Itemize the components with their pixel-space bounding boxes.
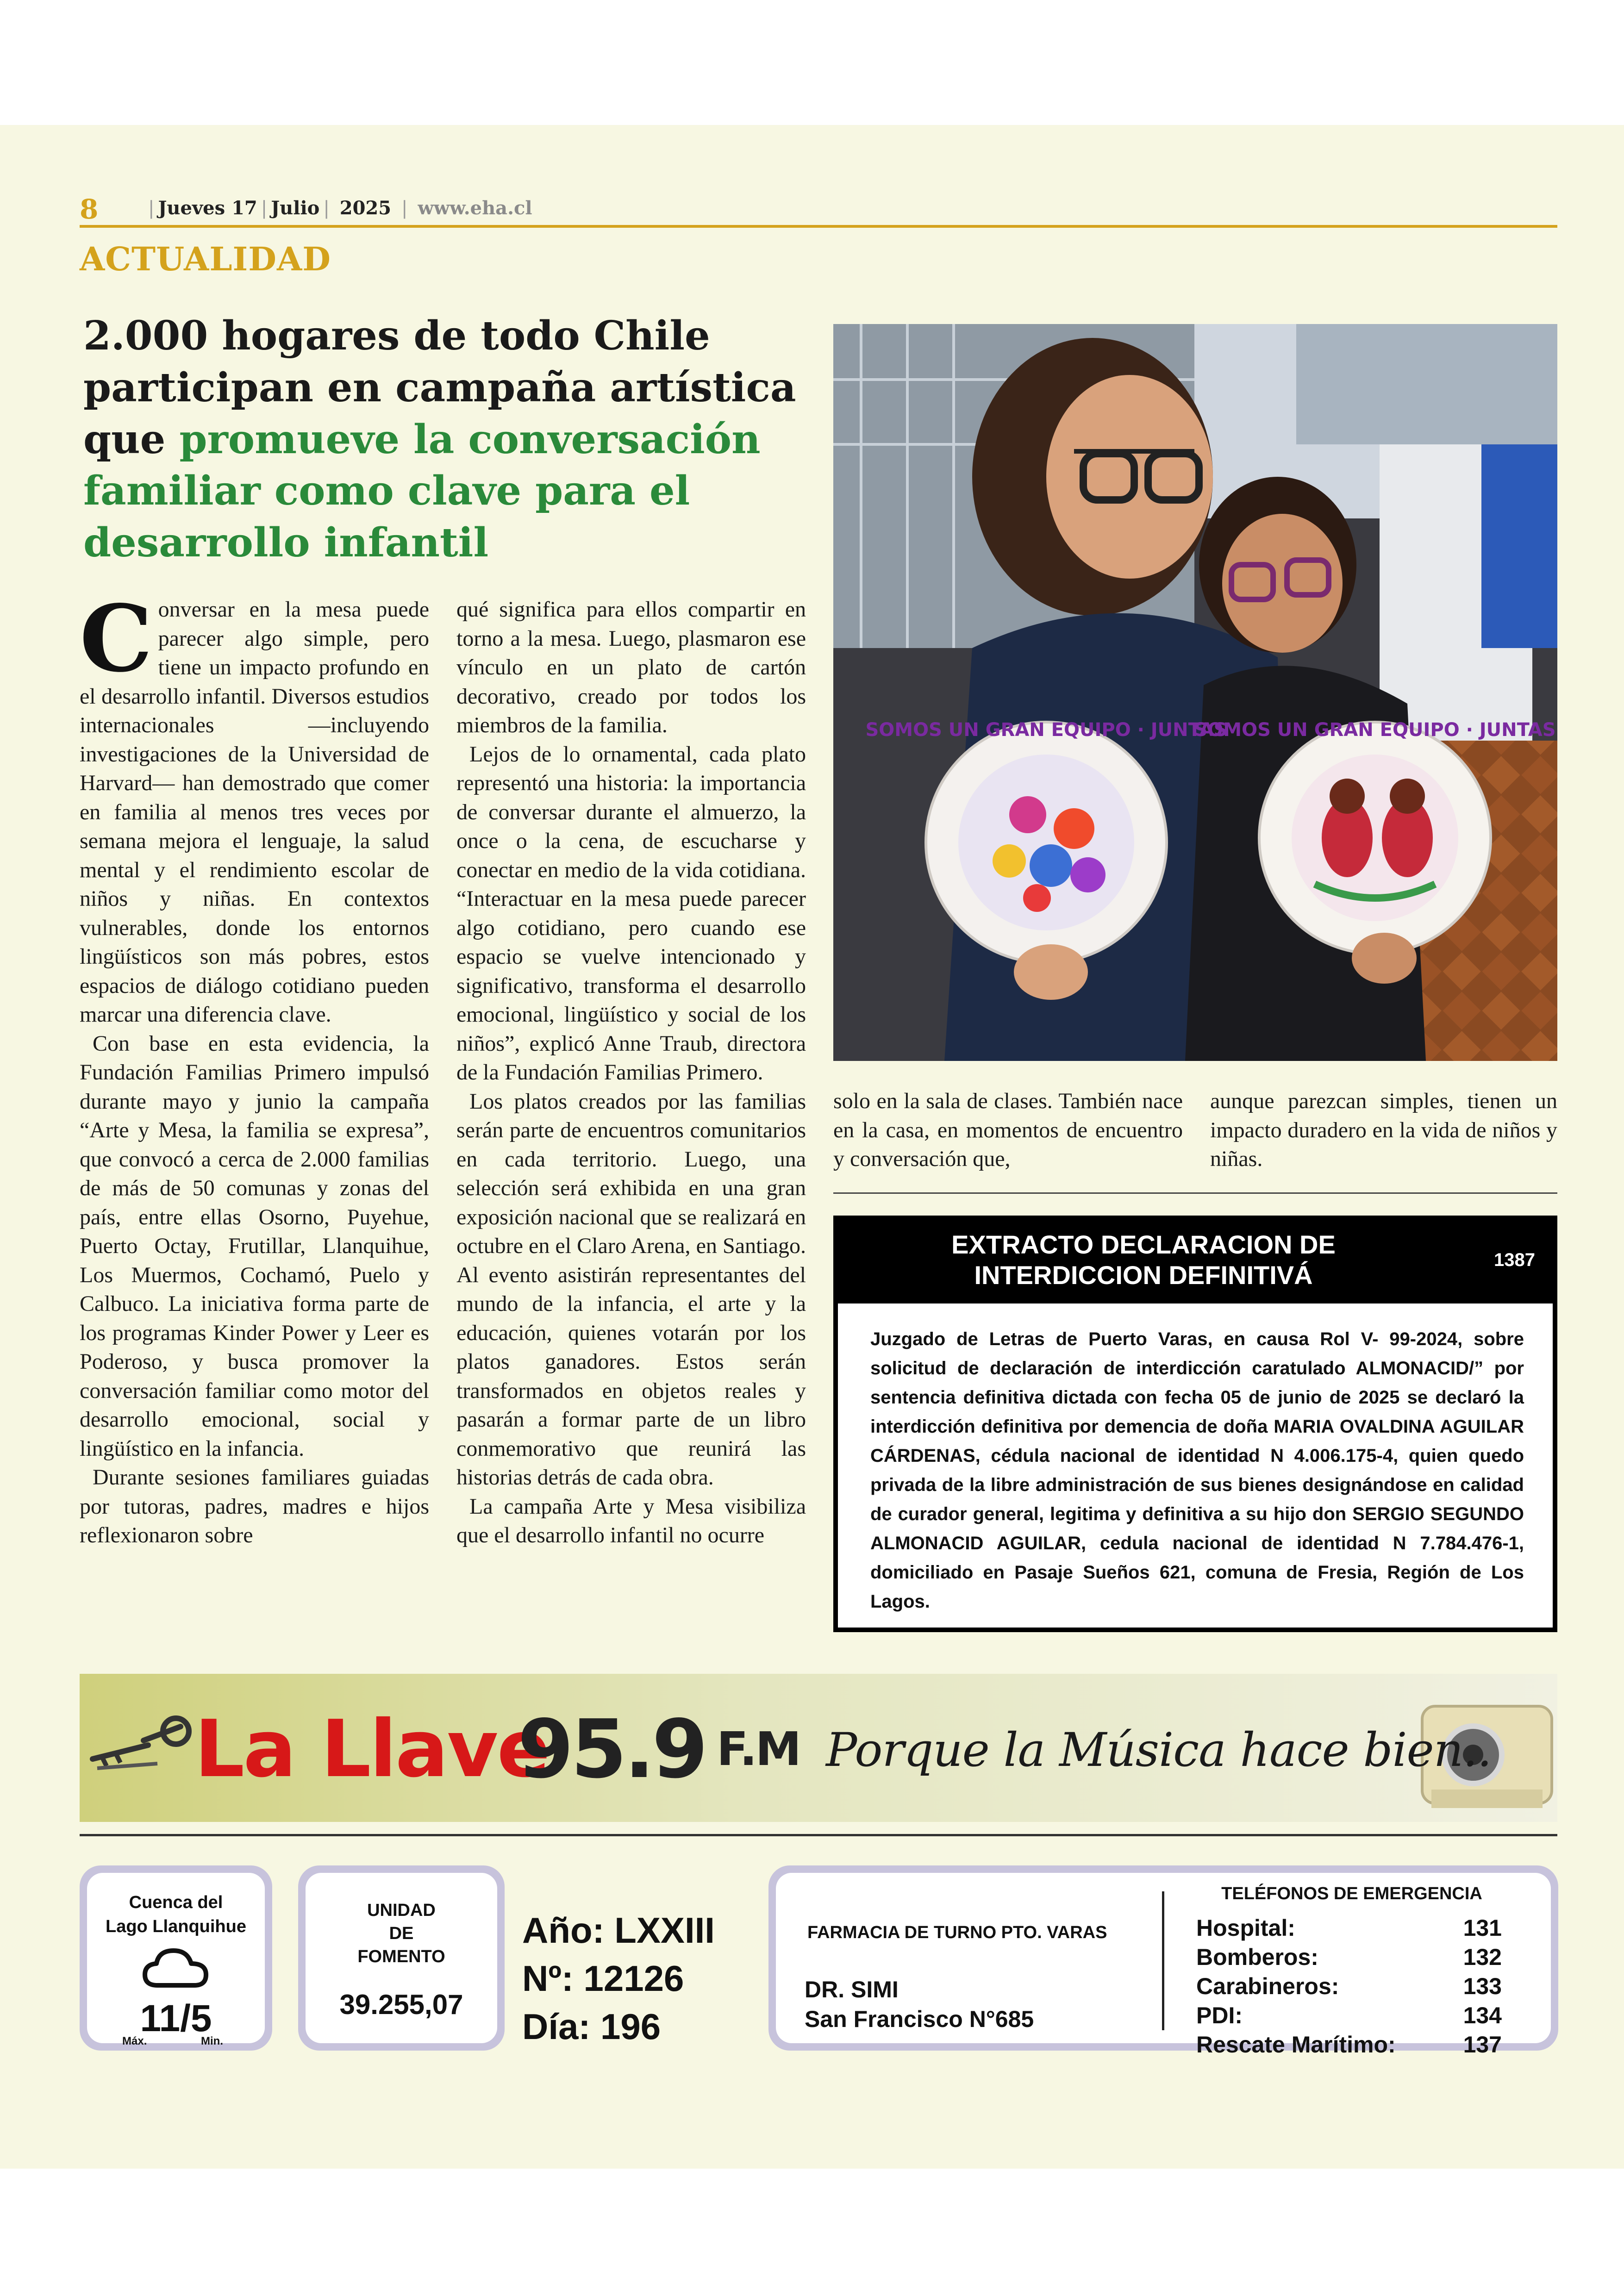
cloud-icon	[141, 1946, 211, 1992]
emergency-number: 137	[1463, 2032, 1502, 2058]
paragraph: Con base en esta evidencia, la Fundación Familias Primero impulsó durante mayo y junio la campaña “Arte y Mesa, la familia se expresa”, que convocó a cerca de 2.000 familias de más de 50 comunas y zonas del país, entre ellas Osorno, Puyehue, Puerto Octay, Frutillar, Llanquihue, Los Muermos, Cochamó, Puelo y Calbuco. La iniciativa forma parte de los programas Kinder Power y Leer es Poderoso, y busca promover la conversación familiar como motor del desarrollo emocional, social y lingüístico en la infancia.	[80, 1031, 429, 1461]
brand-name: La Llave	[194, 1703, 549, 1795]
emergency-row	[1196, 1972, 1502, 2001]
box-divider	[1162, 1891, 1164, 2030]
dateline-month: Julio	[271, 197, 320, 219]
emergency-number: 132	[1463, 1944, 1502, 1970]
uf-label-line2: DE	[389, 1924, 414, 1943]
brand-band: F.M	[717, 1722, 800, 1776]
emergency-row	[1196, 2001, 1502, 2030]
notice-title-line2: INTERDICCION DEFINITIVÁ	[974, 1260, 1313, 1290]
uf-value: 39.255,07	[339, 1989, 463, 2020]
weather-location	[80, 1890, 272, 1939]
pharmacy-address: San Francisco N°685	[805, 2006, 1034, 2032]
dateline-day: Jueves 17	[158, 197, 257, 219]
paragraph: Durante sesiones familiares guiadas por tutoras, padres, madres e hijos reflexionaron sobre	[80, 1465, 429, 1547]
paragraph: solo en la sala de clases. También nace en la casa, en momentos de encuentro y conversación que,	[833, 1089, 1183, 1171]
column-divider	[833, 1192, 1557, 1194]
weather-box	[80, 1865, 272, 2051]
paragraph: qué significa para ellos compartir en torno a la mesa. Luego, plasmaron ese vínculo en un plato de cartón decorativo, creado por todos los miembros de la familia.	[456, 597, 806, 737]
photo-illustration	[833, 324, 1557, 1061]
pharmacy-name: DR. SIMI	[805, 1977, 899, 2002]
weather-location-line2: Lago Llanquihue	[106, 1917, 246, 1936]
emergency-title: TELÉFONOS DE EMERGENCIA	[1221, 1884, 1482, 1903]
emergency-name: Bomberos:	[1196, 1944, 1318, 1970]
article-column-3a	[833, 1087, 1183, 1174]
paragraph: aunque parezcan simples, tienen un impacto duradero en la vida de niños y niñas.	[1210, 1089, 1557, 1171]
page-number: 8	[80, 193, 99, 225]
emergency-row	[1196, 1914, 1502, 1943]
paragraph-text: onversar en la mesa puede parecer algo simple, pero tiene un impacto profundo en el desarrollo infantil. Diversos estudios internacionales —incluyendo investigaciones de la Universidad de Harvard— han demostrado que comer en familia al menos tres veces por semana mejora el lenguaje, la salud mental y el rendimiento escolar de niños y niñas. En contextos vulnerables, donde los entornos lingüísticos son más pobres, estos espacios de diálogo cotidiano pueden marcar una diferencia clave.	[80, 597, 429, 1027]
paragraph: Lejos de lo ornamental, cada plato representó una historia: la importancia de conversar durante el almuerzo, la once o la cena, de escucharse y conectar en medio de la vida cotidiana. “Interactuar en la mesa puede parecer algo cotidiano, pero cuando ese espacio se vuelve intencionado y significativo, transforma el desarrollo emocional, lingüístico y social de los niños”, explicó Anne Traub, directora de la Fundación Familias Primero.	[456, 742, 806, 1085]
emergency-number: 134	[1463, 2002, 1502, 2028]
banner-slogan: Porque la Música hace bien..	[826, 1723, 1492, 1777]
pharmacy-info	[805, 1975, 1034, 2034]
emergency-name: Carabineros:	[1196, 1973, 1339, 1999]
article-column-2	[456, 595, 806, 1550]
headline-green: promueve la conversación familiar como clave para el desarrollo infantil	[83, 416, 761, 567]
dateline-year: 2025	[339, 197, 392, 219]
edition-day: Día: 196	[522, 2006, 661, 2047]
emergency-name: Rescate Marítimo:	[1196, 2032, 1396, 2058]
paragraph: Los platos creados por las familias serán parte de encuentros comunitarios en cada territorio. Luego, una selección será exhibida en una gran exposición nacional que se realizará en octubre en el Claro Arena, en Santiago. Al evento asistirán representantes del mundo de la infancia, el arte y la educación, quienes votarán por los platos ganadores. Estos serán transformados en objetos reales y pasarán a formar parte de un libro conmemorativo que reunirá las historias detrás de cada obra.	[456, 1089, 806, 1490]
plate-lettering-right: SOMOS UN GRAN EQUIPO · JUNTAS	[1194, 719, 1556, 741]
notice-body: Juzgado de Letras de Puerto Varas, en causa Rol V- 99-2024, sobre solicitud de declaración de interdicción caratulado ALMONACID/” por sentencia definitiva dictada con fecha 05 de junio de 2025 se declaró la interdicción definitiva por demencia de doña MARIA OVALDINA AGUILAR CÁRDENAS, cédula nacional de identidad N 4.006.175-4, quien quedo privada de la libre administración de sus bienes designándose en calidad de curador general, legitima y definitiva a su hijo don SERGIO SEGUNDO ALMONACID AGUILAR, cedula nacional de identidad N 7.784.476-1, domiciliado en Pasaje Sueños 621, comuna de Fresia, Región de Los Lagos.	[838, 1303, 1553, 1628]
edition-number: Nº: 12126	[522, 1958, 684, 1999]
footer-divider	[80, 1834, 1557, 1836]
paragraph	[80, 585, 429, 1029]
weather-max-label: Máx.	[122, 2035, 147, 2047]
article-column-3b	[1210, 1087, 1557, 1174]
edition-info	[522, 1906, 715, 2051]
key-icon	[88, 1713, 194, 1782]
article-photo	[833, 324, 1557, 1061]
weather-min-label: Min.	[201, 2035, 223, 2047]
paragraph: La campaña Arte y Mesa visibiliza que el desarrollo infantil no ocurre	[456, 1494, 806, 1547]
weather-temps: 11/5	[140, 1997, 212, 2039]
uf-label	[298, 1899, 505, 1968]
drop-cap: C	[80, 585, 153, 692]
legal-notice	[833, 1216, 1557, 1632]
emergency-name: Hospital:	[1196, 1915, 1295, 1941]
pharmacy-label: FARMACIA DE TURNO PTO. VARAS	[807, 1923, 1107, 1942]
uf-label-line1: UNIDAD	[367, 1901, 436, 1920]
plate-lettering-left: SOMOS UN GRAN EQUIPO · JUNTAS	[865, 719, 1227, 741]
uf-label-line3: FOMENTO	[357, 1947, 445, 1966]
pharmacy-emergency-box	[768, 1865, 1558, 2058]
notice-number: 1387	[1494, 1250, 1535, 1270]
article-column-1	[80, 585, 429, 1550]
edition-year: Año: LXXIII	[522, 1910, 715, 1951]
emergency-number: 131	[1463, 1915, 1502, 1941]
article-headline	[83, 310, 815, 569]
notice-title-line1: EXTRACTO DECLARACION DE	[951, 1230, 1336, 1259]
weather-location-line1: Cuenca del	[129, 1893, 223, 1912]
emergency-row	[1196, 2030, 1502, 2059]
emergency-name: PDI:	[1196, 2002, 1243, 2028]
emergency-list	[1196, 1914, 1502, 2059]
website-link[interactable]: www.eha.cl	[418, 197, 532, 219]
header-divider	[80, 225, 1557, 228]
section-title: ACTUALIDAD	[80, 240, 331, 278]
emergency-row	[1196, 1943, 1502, 1972]
brand-frequency: 95.9	[518, 1703, 706, 1796]
emergency-number: 133	[1463, 1973, 1502, 1999]
headline-dark: 2.000 hogares de todo Chile participan en campaña artística que	[83, 312, 796, 463]
uf-box	[298, 1865, 505, 2051]
dateline: | Jueves 17 | Julio | 2025 | www.eha.cl	[148, 197, 532, 219]
notice-title	[833, 1229, 1454, 1291]
